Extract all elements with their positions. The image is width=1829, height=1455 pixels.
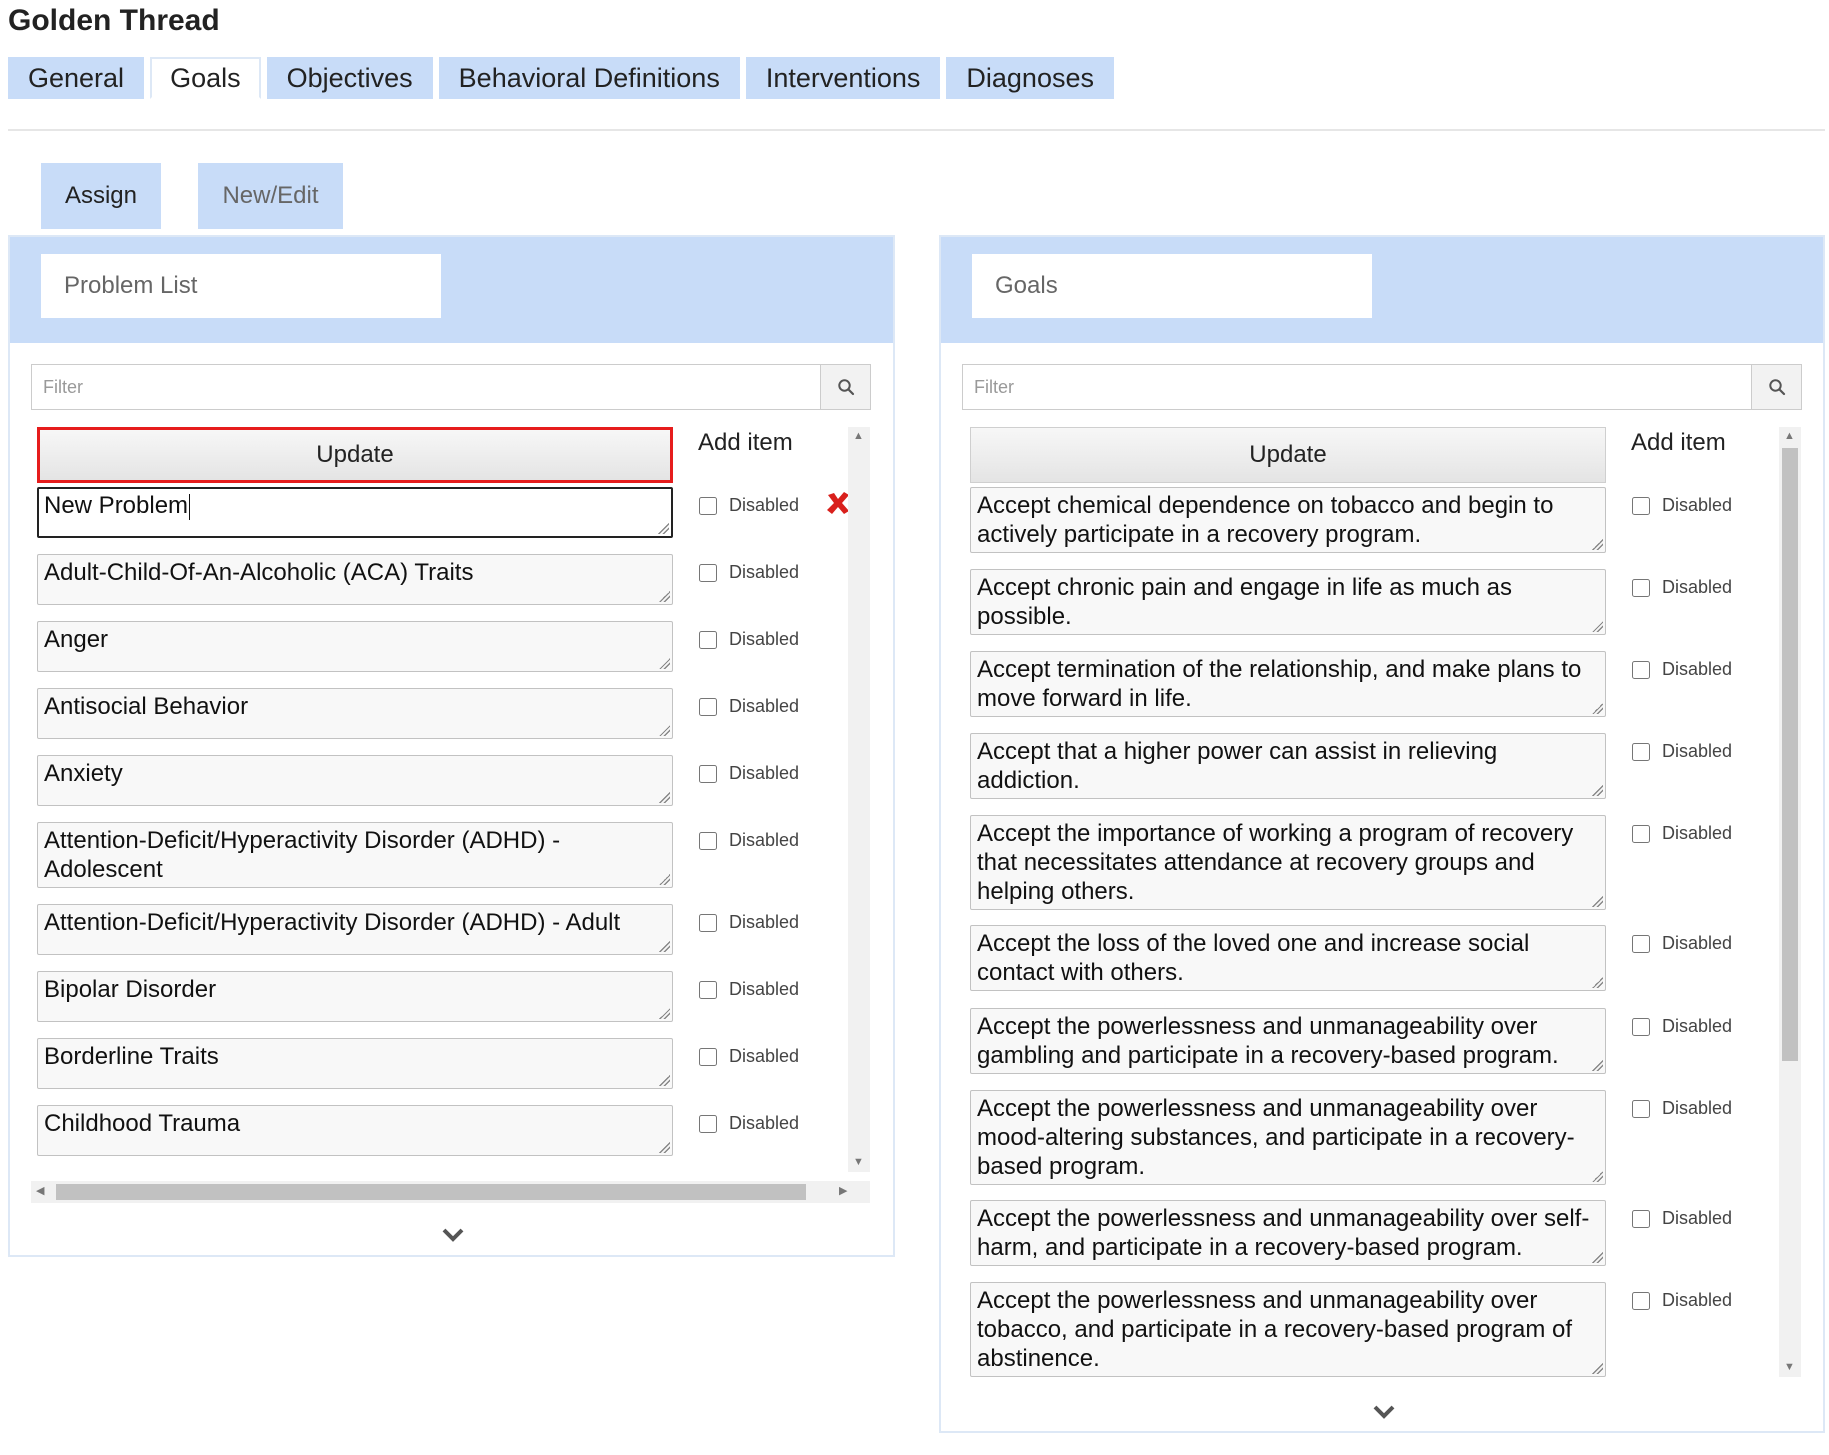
disabled-label: Disabled [729,629,800,649]
problem-filter [31,364,871,410]
problem-add-item-label: Add item [698,429,793,456]
tabs-divider [8,129,1825,131]
assign-button[interactable]: Assign [41,163,161,229]
list-item [970,1200,1790,1282]
disabled-label: Disabled [729,763,800,783]
goals-title: Goals [972,254,1372,318]
goal-item-text[interactable]: Accept termination of the relationship, and make plans to move forward in life. [970,651,1606,717]
goal-item-text[interactable]: Accept the loss of the loved one and increase social contact with others. [970,925,1606,991]
text-cursor [189,494,190,520]
disabled-label: Disabled [1662,1016,1733,1036]
goal-disabled-option[interactable] [1632,1098,1732,1119]
disabled-checkbox[interactable] [1632,743,1650,761]
problem-list-panel [8,235,895,1257]
disabled-checkbox[interactable] [1632,1292,1650,1310]
goal-item-text[interactable]: Accept chemical dependence on tobacco and begin to actively participate in a recovery program. [970,487,1606,553]
resize-handle[interactable] [659,874,670,885]
goals-filter-search-button[interactable] [1751,365,1801,409]
goal-disabled-option[interactable] [1632,659,1732,680]
list-item [970,1090,1790,1200]
list-item [970,925,1790,1008]
problem-disabled-option[interactable] [699,1113,799,1134]
disabled-checkbox[interactable] [1632,825,1650,843]
horizontal-scroll-thumb[interactable] [56,1184,806,1200]
problem-item-text[interactable]: Antisocial Behavior [37,688,673,739]
resize-handle[interactable] [1592,539,1603,550]
resize-handle[interactable] [1592,896,1603,907]
list-item [970,1282,1790,1377]
chevron-down-icon[interactable] [1372,1404,1396,1420]
problem-list [37,427,857,1162]
tab-objectives[interactable]: Objectives [267,57,433,99]
goal-disabled-option[interactable] [1632,823,1732,844]
resize-handle[interactable] [659,1008,670,1019]
goal-disabled-option[interactable] [1632,933,1732,954]
problem-item-text[interactable]: Childhood Trauma [37,1105,673,1156]
resize-handle[interactable] [1592,1363,1603,1374]
goals-list-vertical-scrollbar[interactable] [1779,427,1801,1377]
disabled-checkbox[interactable] [699,1115,717,1133]
list-item [37,1105,857,1162]
disabled-checkbox[interactable] [699,631,717,649]
disabled-label: Disabled [1662,741,1733,761]
problem-filter-search-button[interactable] [820,365,870,409]
resize-handle[interactable] [659,941,670,952]
resize-handle[interactable] [659,1075,670,1086]
resize-handle[interactable] [1592,703,1603,714]
new-problem-disabled-checkbox[interactable] [699,497,717,515]
disabled-label: Disabled [729,495,800,515]
disabled-checkbox[interactable] [1632,497,1650,515]
main-tabs [8,57,1114,99]
disabled-checkbox[interactable] [1632,579,1650,597]
problem-disabled-option[interactable] [699,830,799,851]
goal-disabled-option[interactable] [1632,577,1732,598]
disabled-label: Disabled [1662,933,1733,953]
resize-handle[interactable] [659,792,670,803]
resize-handle[interactable] [659,725,670,736]
problem-item-text[interactable]: Borderline Traits [37,1038,673,1089]
problem-disabled-option[interactable] [699,629,799,650]
chevron-down-icon[interactable] [441,1227,465,1243]
disabled-checkbox[interactable] [699,1048,717,1066]
list-item [37,621,857,688]
disabled-checkbox[interactable] [699,765,717,783]
goals-list-header-row [970,427,1790,487]
resize-handle[interactable] [1592,785,1603,796]
scroll-up-icon[interactable]: ▲ [853,430,864,442]
goal-disabled-option[interactable] [1632,1208,1732,1229]
problem-item-text[interactable]: Attention-Deficit/Hyperactivity Disorder (ADHD) - Adult [37,904,673,955]
disabled-checkbox[interactable] [699,981,717,999]
disabled-label: Disabled [729,1113,800,1133]
resize-handle[interactable] [659,658,670,669]
disabled-checkbox[interactable] [699,698,717,716]
problem-update-button[interactable]: Update [37,427,673,483]
goals-list [970,427,1790,1377]
scroll-up-icon[interactable]: ▲ [1784,430,1795,442]
list-item [970,651,1790,733]
disabled-label: Disabled [1662,659,1733,679]
list-item [970,569,1790,651]
list-item [970,815,1790,925]
problem-item-text[interactable]: Anxiety [37,755,673,806]
resize-handle[interactable] [1592,1060,1603,1071]
disabled-label: Disabled [1662,577,1733,597]
resize-handle[interactable] [1592,621,1603,632]
goals-update-button[interactable]: Update [970,427,1606,483]
problem-disabled-option[interactable] [699,912,799,933]
problem-item-text[interactable]: Bipolar Disorder [37,971,673,1022]
resize-handle[interactable] [1592,1252,1603,1263]
goals-filter-input[interactable] [963,365,1751,409]
problem-disabled-option[interactable] [699,562,799,583]
disabled-checkbox[interactable] [699,914,717,932]
tab-general[interactable]: General [8,57,144,99]
list-item [37,1038,857,1105]
goals-panel [939,235,1825,1433]
problem-list-title: Problem List [41,254,441,318]
goal-item-text[interactable]: Accept the powerlessness and unmanageability over gambling and participate in a recovery-based program. [970,1008,1606,1074]
disabled-label: Disabled [1662,1290,1733,1310]
resize-handle[interactable] [658,523,669,534]
goals-add-item-label: Add item [1631,429,1726,456]
disabled-label: Disabled [729,979,800,999]
problem-list-horizontal-scrollbar[interactable] [31,1181,870,1203]
disabled-label: Disabled [729,562,800,582]
list-item [37,755,857,822]
tab-goals[interactable]: Goals [150,57,261,99]
disabled-label: Disabled [1662,823,1733,843]
vertical-scroll-thumb[interactable] [1782,448,1798,1061]
disabled-label: Disabled [729,696,800,716]
disabled-label: Disabled [1662,1208,1733,1228]
goal-disabled-option[interactable] [1632,1016,1732,1037]
resize-handle[interactable] [1592,977,1603,988]
disabled-label: Disabled [729,912,800,932]
goal-disabled-option[interactable] [1632,495,1732,516]
scroll-down-icon[interactable]: ▼ [853,1156,864,1168]
search-icon [1768,378,1786,396]
list-item [37,971,857,1038]
tab-diagnoses[interactable]: Diagnoses [946,57,1114,99]
tab-behavioral-definitions[interactable]: Behavioral Definitions [439,57,740,99]
new-problem-disabled-option[interactable] [699,495,799,516]
scroll-left-icon[interactable]: ◀ [36,1185,45,1197]
problem-disabled-option[interactable] [699,979,799,1000]
disabled-checkbox[interactable] [1632,1018,1650,1036]
disabled-checkbox[interactable] [699,564,717,582]
goals-filter [962,364,1802,410]
problem-list-header [10,237,893,343]
list-item [37,822,857,904]
goal-disabled-option[interactable] [1632,1290,1732,1311]
disabled-label: Disabled [729,1046,800,1066]
list-item [970,1008,1790,1090]
disabled-checkbox[interactable] [1632,1100,1650,1118]
goal-item-text[interactable]: Accept the powerlessness and unmanageability over self-harm, and participate in a recovery-based program. [970,1200,1606,1266]
goal-disabled-option[interactable] [1632,741,1732,762]
disabled-checkbox[interactable] [1632,661,1650,679]
list-item [37,904,857,971]
new-edit-button[interactable]: New/Edit [198,163,343,229]
problem-disabled-option[interactable] [699,763,799,784]
goal-item-text[interactable]: Accept the powerlessness and unmanageability over tobacco, and participate in a recovery-based program of abstinence. [970,1282,1606,1377]
list-item [970,733,1790,815]
problem-list-header-row [37,427,857,487]
disabled-checkbox[interactable] [1632,935,1650,953]
new-problem-value: New Problem [44,492,189,519]
tab-interventions[interactable]: Interventions [746,57,941,99]
problem-list-vertical-scrollbar[interactable] [848,427,870,1172]
list-item [970,487,1790,569]
resize-handle[interactable] [1592,1171,1603,1182]
goal-item-text[interactable]: Accept chronic pain and engage in life as much as possible. [970,569,1606,635]
disabled-label: Disabled [1662,495,1733,515]
disabled-label: Disabled [1662,1098,1733,1118]
goals-header [941,237,1823,343]
problem-item-text[interactable]: Anger [37,621,673,672]
resize-handle[interactable] [659,1142,670,1153]
disabled-checkbox[interactable] [699,832,717,850]
app-title: Golden Thread [8,4,220,37]
list-item [37,554,857,621]
scroll-right-icon[interactable]: ▶ [839,1185,848,1197]
new-problem-row [37,487,857,554]
search-icon [837,378,855,396]
goal-item-text[interactable]: Accept the importance of working a program of recovery that necessitates attendance at recovery groups and helping others. [970,815,1606,910]
goal-item-text[interactable]: Accept the powerlessness and unmanageability over mood-altering substances, and participate in a recovery-based program. [970,1090,1606,1185]
list-item [37,688,857,755]
problem-item-text[interactable]: Adult-Child-Of-An-Alcoholic (ACA) Traits [37,554,673,605]
resize-handle[interactable] [659,591,670,602]
disabled-checkbox[interactable] [1632,1210,1650,1228]
scroll-down-icon[interactable]: ▼ [1784,1361,1795,1373]
problem-disabled-option[interactable] [699,696,799,717]
new-problem-input[interactable] [37,487,673,538]
problem-item-text[interactable]: Attention-Deficit/Hyperactivity Disorder (ADHD) - Adolescent [37,822,673,888]
goal-item-text[interactable]: Accept that a higher power can assist in relieving addiction. [970,733,1606,799]
problem-filter-input[interactable] [32,365,820,409]
disabled-label: Disabled [729,830,800,850]
problem-disabled-option[interactable] [699,1046,799,1067]
